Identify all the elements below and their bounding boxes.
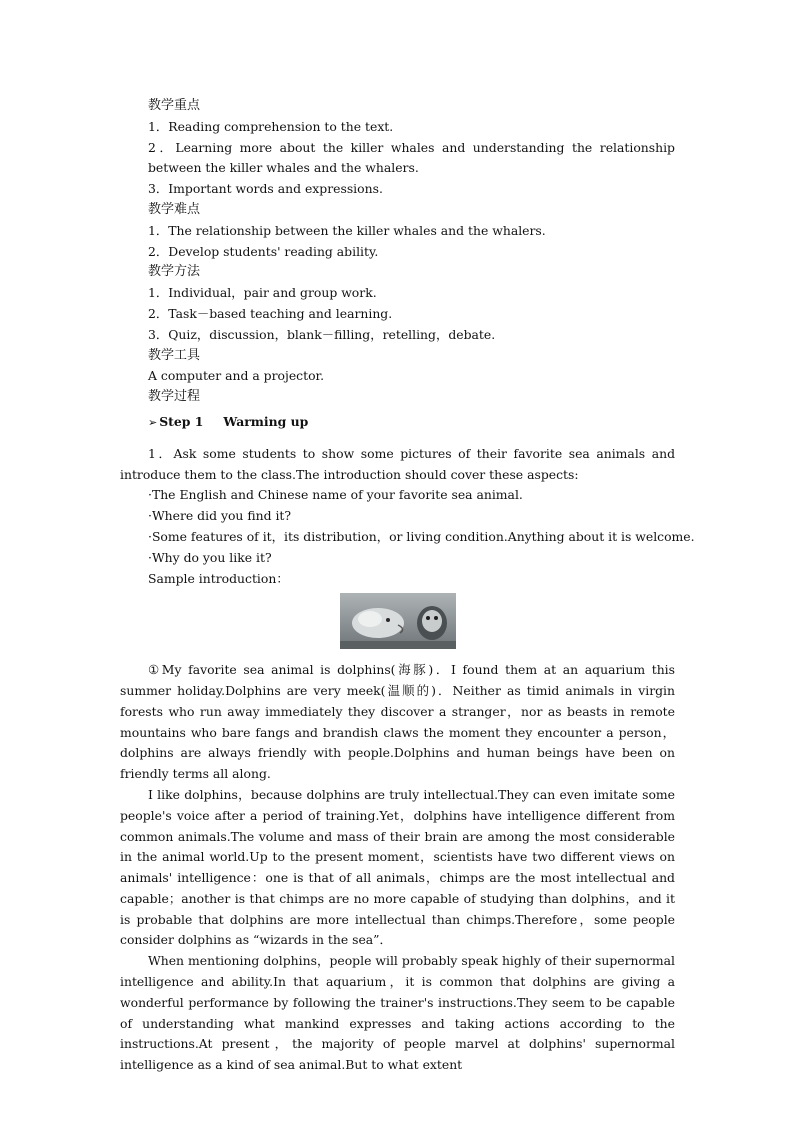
step-title: Warming up xyxy=(223,413,309,429)
difficulty-2: 2．Develop students' reading ability. xyxy=(148,243,379,259)
key-point-3: 3．Important words and expressions. xyxy=(148,181,383,197)
passage-paragraph-3: When mentioning dolphins，people will probably speak highly of their supernormal intelligence and ability.In that aquarium，it is common that dolphins are giving a wonderful performance by following the trainer's instructions.They seem to be capable of understanding what mankind expresses and taking actions according to the instructions.At present，the majority of people marvel at dolphins' supernormal intelligence as a kind of sea animal.But to what extent xyxy=(120,953,675,1073)
aspect-1: ·The English and Chinese name of your favorite sea animal. xyxy=(148,487,523,503)
heading-tools: 教学工具 xyxy=(148,347,201,363)
tools-text: A computer and a projector. xyxy=(148,368,325,384)
step-label: Step 1 xyxy=(159,413,204,429)
aspect-3: ·Some features of it，its distribution，or living condition.Anything about it is welcome. xyxy=(148,528,695,544)
key-point-1: 1．Reading comprehension to the text. xyxy=(148,118,394,134)
method-2: 2．Task－based teaching and learning. xyxy=(148,305,393,321)
heading-methods: 教学方法 xyxy=(148,264,201,280)
aspect-4: ·Why do you like it? xyxy=(148,549,272,565)
document-page xyxy=(120,96,695,1076)
difficulty-1: 1．The relationship between the killer whales and the whalers. xyxy=(148,222,546,238)
method-1: 1．Individual，pair and group work. xyxy=(148,285,377,301)
sample-label: Sample introduction： xyxy=(148,570,289,586)
key-point-2: 2．Learning more about the killer whales and understanding the relationship between the killer whales and the whalers. xyxy=(148,139,675,176)
method-3: 3．Quiz，discussion，blank－filling，retelling，debate. xyxy=(148,326,496,342)
aspect-2: ·Where did you find it? xyxy=(148,508,292,524)
passage-paragraph-1: ①My favorite sea animal is dolphins(海豚)．I found them at an aquarium this summer holiday.Dolphins are very meek(温顺的)．Neither as timid animals in virgin forests who run away immediately they discover a stranger，nor as beasts in remote mountains who bare fangs and brandish claws the moment they encounter a person，dolphins are always friendly with people.Dolphins and human beings have been on friendly terms all along. xyxy=(120,662,675,782)
dolphins-photo xyxy=(340,593,456,649)
heading-key-points: 教学重点 xyxy=(148,98,201,113)
arrow-icon: ➢ xyxy=(148,415,158,429)
step-heading xyxy=(120,412,675,434)
step-task: 1．Ask some students to show some pictures of their favorite sea animals and introduce them to the class.The introduction should cover these aspects: xyxy=(120,445,675,482)
passage-paragraph-2: I like dolphins，because dolphins are truly intellectual.They can even imitate some people's voice after a period of training.Yet，dolphins have intelligence different from common animals.The volume and mass of their brain are among the most considerable in the animal world.Up to the present moment，scientists have two different views on animals' intelligence：one is that of all animals，chimps are the most intellectual and capable；another is that chimps are no more capable of studying than dolphins，and it is probable that dolphins are more intellectual than chimps.Therefore，some people consider dolphins as “wizards in the sea”． xyxy=(120,786,675,948)
heading-difficulties: 教学难点 xyxy=(148,201,201,217)
heading-process: 教学过程 xyxy=(148,389,201,405)
